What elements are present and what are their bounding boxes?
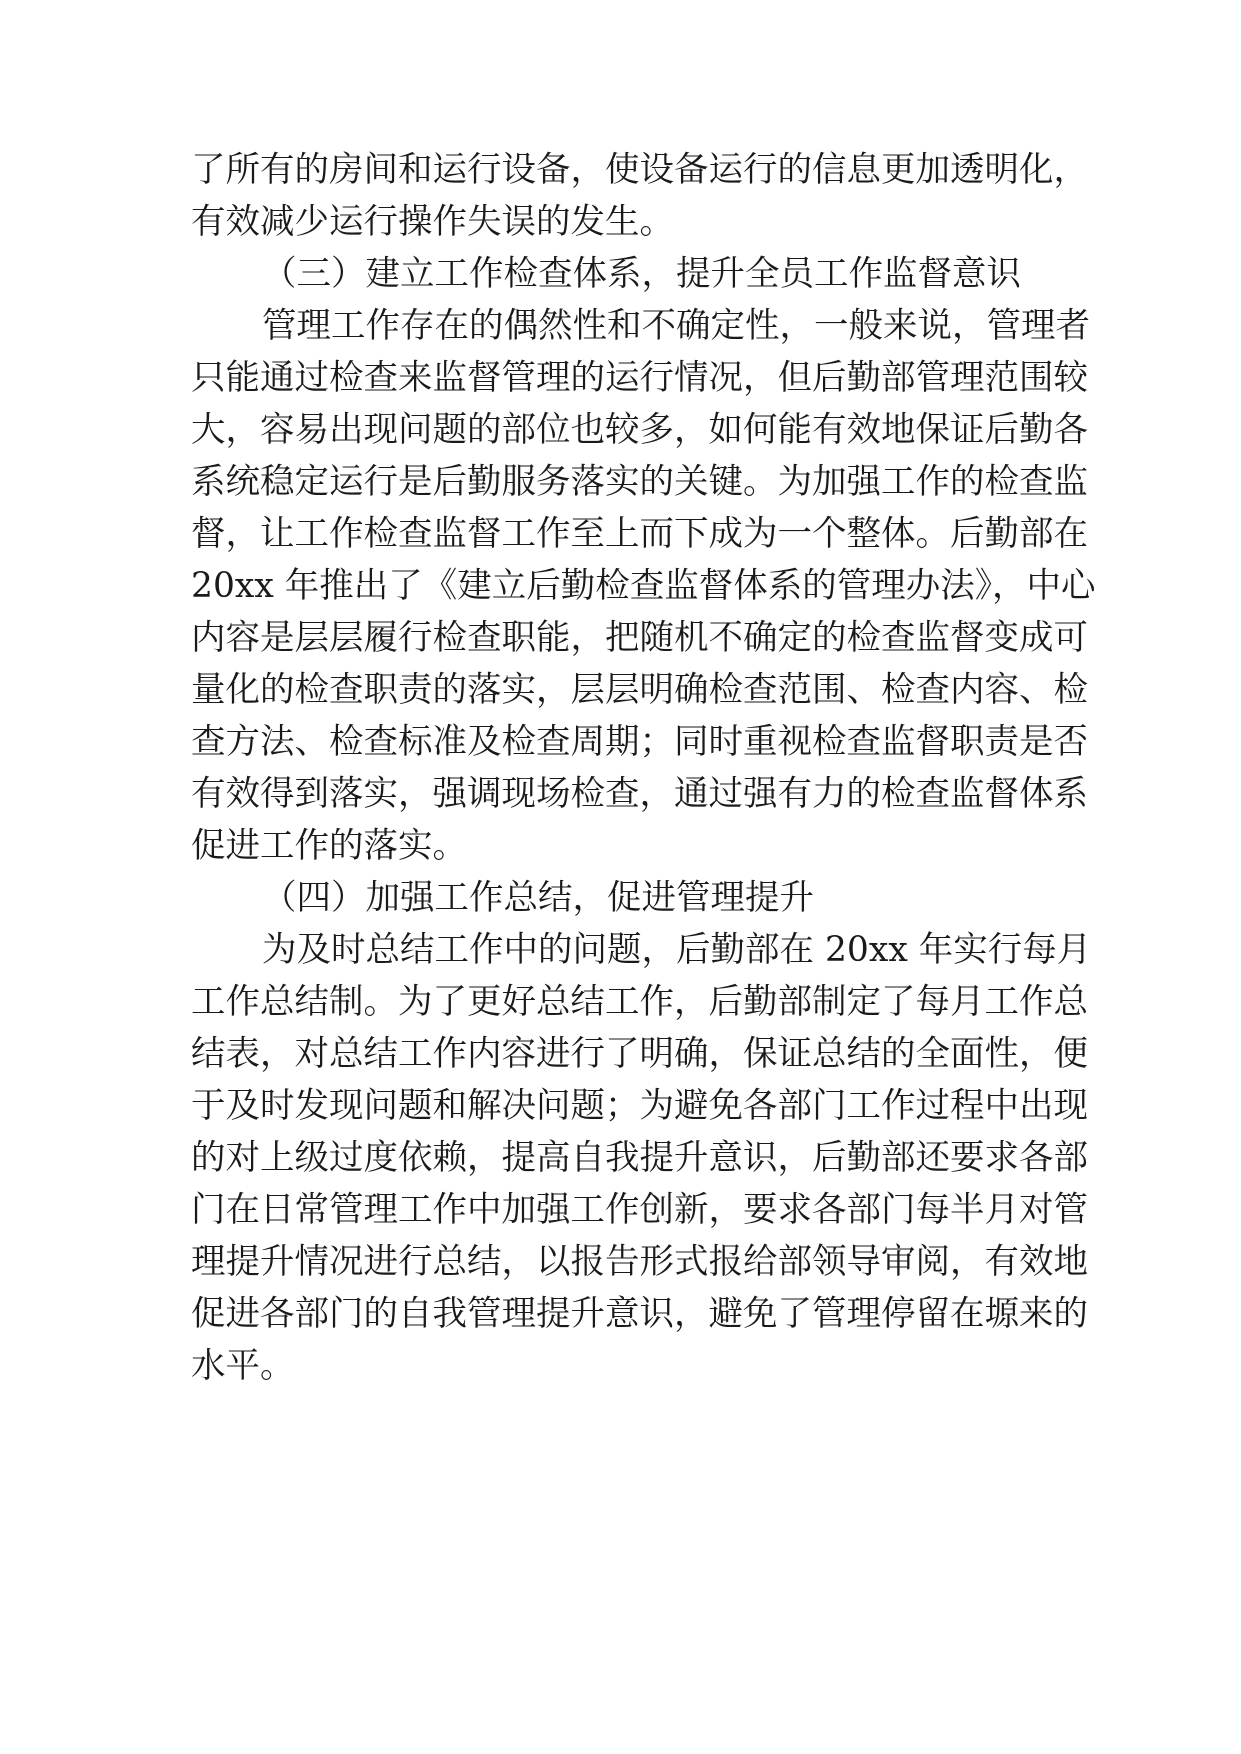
body-text-line: 水平。 <box>191 1346 295 1386</box>
body-text-line: 20xx 年推出了《建立后勤检查监督体系的管理办法》，中心 <box>191 566 1096 606</box>
body-text-line: 只能通过检查来监督管理的运行情况，但后勤部管理范围较 <box>191 358 1088 398</box>
body-text-line: 结表，对总结工作内容进行了明确，保证总结的全面性，便 <box>191 1034 1088 1074</box>
paragraph-first-line: 为及时总结工作中的问题，后勤部在 20xx 年实行每月 <box>262 930 1092 970</box>
body-text-line: 的对上级过度依赖，提高自我提升意识，后勤部还要求各部 <box>191 1138 1088 1178</box>
body-text-line: 大，容易出现问题的部位也较多，如何能有效地保证后勤各 <box>191 410 1088 450</box>
body-text-line: 量化的检查职责的落实，层层明确检查范围、检查内容、检 <box>191 670 1088 710</box>
body-text-line: 了所有的房间和运行设备，使设备运行的信息更加透明化， <box>191 150 1088 190</box>
body-text-line: 理提升情况进行总结，以报告形式报给部领导审阅，有效地 <box>191 1242 1088 1282</box>
section-heading: （四）加强工作总结，促进管理提升 <box>262 878 814 918</box>
body-text-line: 促进工作的落实。 <box>191 826 467 866</box>
body-text-line: 内容是层层履行检查职能，把随机不确定的检查监督变成可 <box>191 618 1088 658</box>
section-heading: （三）建立工作检查体系，提升全员工作监督意识 <box>262 254 1021 294</box>
body-text-line: 督，让工作检查监督工作至上而下成为一个整体。后勤部在 <box>191 514 1088 554</box>
body-text-line: 促进各部门的自我管理提升意识，避免了管理停留在塬来的 <box>191 1294 1088 1334</box>
paragraph-first-line: 管理工作存在的偶然性和不确定性，一般来说，管理者 <box>262 306 1090 346</box>
body-text-line: 查方法、检查标准及检查周期；同时重视检查监督职责是否 <box>191 722 1088 762</box>
body-text-line: 于及时发现问题和解决问题；为避免各部门工作过程中出现 <box>191 1086 1088 1126</box>
body-text-line: 工作总结制。为了更好总结工作，后勤部制定了每月工作总 <box>191 982 1088 1022</box>
body-text-line: 有效减少运行操作失误的发生。 <box>191 202 674 242</box>
body-text-line: 门在日常管理工作中加强工作创新，要求各部门每半月对管 <box>191 1190 1088 1230</box>
body-text-line: 有效得到落实，强调现场检查，通过强有力的检查监督体系 <box>191 774 1088 814</box>
body-text-line: 系统稳定运行是后勤服务落实的关键。为加强工作的检查监 <box>191 462 1088 502</box>
